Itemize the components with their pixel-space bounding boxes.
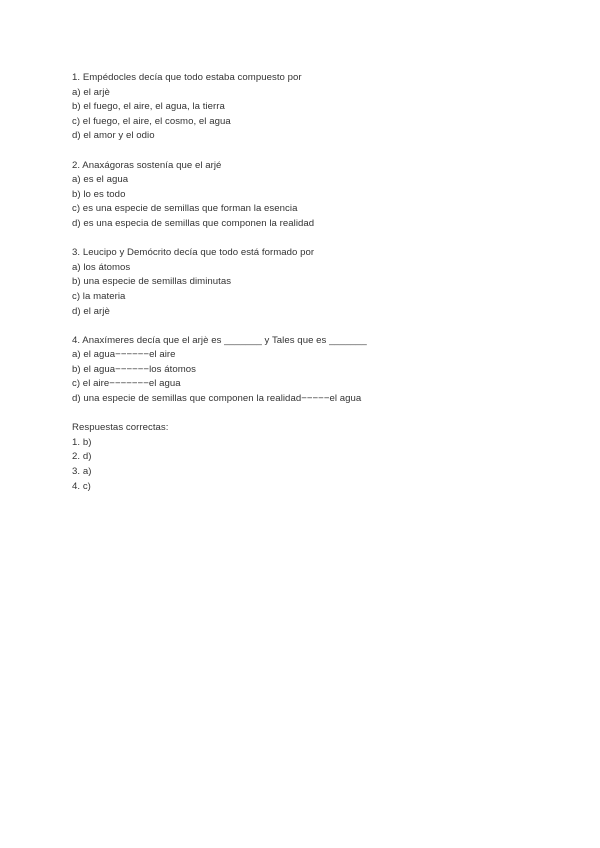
answer-3: 3. a) bbox=[72, 466, 92, 478]
question-4-option-d: d) una especie de semillas que componen la realidad−−−−−el agua bbox=[72, 393, 362, 405]
question-4-prompt: 4. Anaxímeres decía que el arjè es _______ y Tales que es _______ bbox=[72, 334, 367, 346]
answer-4: 4. c) bbox=[72, 480, 91, 492]
question-2-option-c: c) es una especie de semillas que forman la esencia bbox=[72, 203, 298, 215]
answer-2: 2. d) bbox=[72, 451, 92, 463]
question-2-prompt: 2. Anaxágoras sostenía que el arjé bbox=[72, 159, 222, 171]
question-1-prompt: 1. Empédocles decía que todo estaba compuesto por bbox=[72, 72, 302, 83]
question-1-option-a: a) el arjè bbox=[72, 86, 110, 98]
answers-title: Respuestas correctas: bbox=[72, 422, 169, 434]
question-2-option-d: d) es una especia de semillas que componen la realidad bbox=[72, 217, 315, 229]
answer-1: 1. b) bbox=[72, 436, 92, 448]
question-3-prompt: 3. Leucipo y Demócrito decía que todo está formado por bbox=[72, 247, 315, 259]
question-4 bbox=[72, 334, 552, 407]
question-4-option-a: a) el agua−−−−−−el aire bbox=[72, 349, 176, 361]
question-3-option-c: c) la materia bbox=[72, 290, 126, 302]
question-2 bbox=[72, 159, 552, 232]
question-3 bbox=[72, 246, 552, 319]
question-1-option-b: b) el fuego, el aire, el agua, la tierra bbox=[72, 101, 225, 113]
question-1-option-c: c) el fuego, el aire, el cosmo, el agua bbox=[72, 115, 231, 127]
question-1 bbox=[72, 71, 552, 144]
question-3-option-a: a) los átomos bbox=[72, 261, 131, 273]
question-2-option-a: a) es el agua bbox=[72, 174, 129, 186]
question-1-option-d: d) el amor y el odio bbox=[72, 130, 155, 142]
question-2-option-b: b) lo es todo bbox=[72, 188, 126, 200]
question-4-option-b: b) el agua−−−−−−los átomos bbox=[72, 363, 196, 375]
question-4-option-c: c) el aire−−−−−−−el agua bbox=[72, 378, 181, 390]
answers-section bbox=[72, 421, 552, 494]
question-3-option-d: d) el arjè bbox=[72, 305, 110, 317]
question-3-option-b: b) una especie de semillas diminutas bbox=[72, 276, 232, 288]
document-page bbox=[72, 71, 552, 509]
